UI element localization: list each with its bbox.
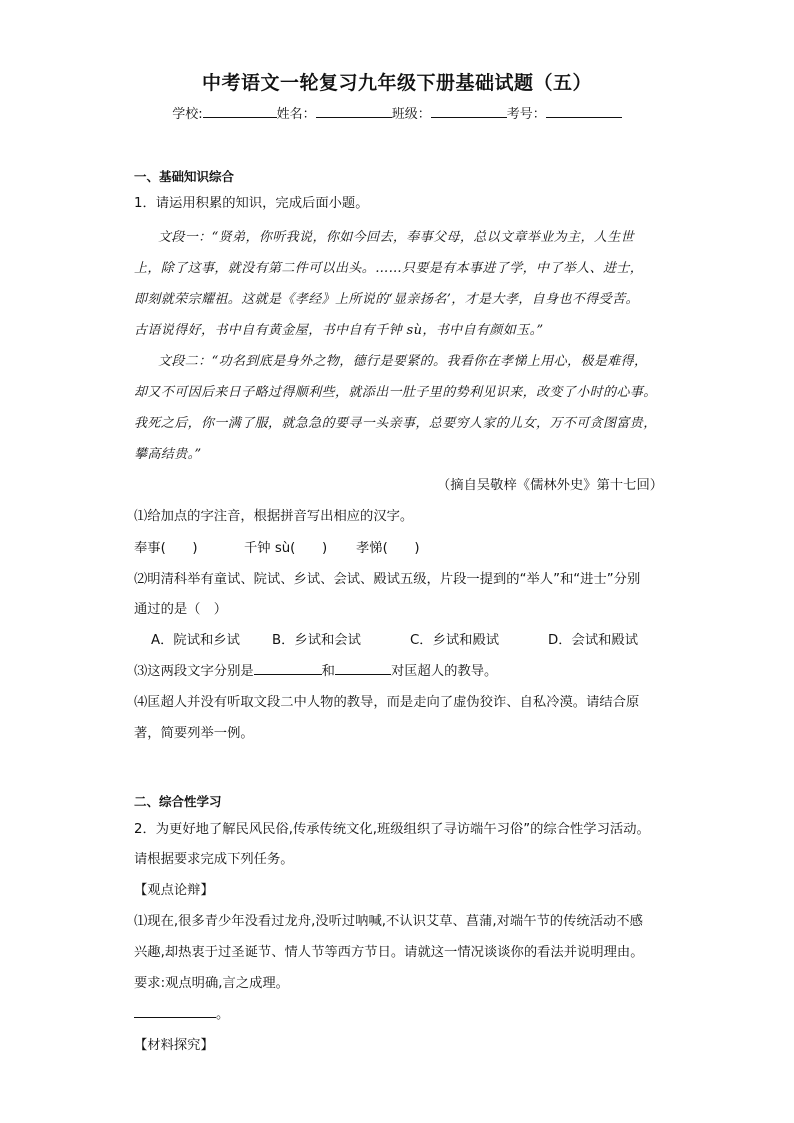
passage1-line: 即刻就荣宗耀祖。这就是《孝经》上所说的‘显亲扬名’，才是大孝，自身也不得受苦。: [134, 292, 639, 307]
passage2-line: 攀高结贵。”: [134, 447, 202, 462]
q1-intro: 1．请运用积累的知识，完成后面小题。: [134, 196, 369, 211]
task1-line3: 要求:观点明确,言之成理。: [134, 976, 289, 991]
task2-title: 【材料探究】: [134, 1038, 214, 1053]
sub1-item-fengshi[interactable]: 奉事( ): [134, 541, 198, 556]
sub1-item-xiaoti[interactable]: 孝悌( ): [356, 541, 420, 556]
passage1-line: 文段一：“贤弟，你听我说，你如今回去，奉事父母，总以文章举业为主，人生世: [158, 230, 635, 245]
task1-title: 【观点论辩】: [134, 883, 214, 898]
sub2-question-line2: 通过的是（ ）: [134, 602, 228, 617]
passage-source: （摘自吴敬梓《儒林外史》第十七回）: [437, 478, 664, 493]
q2-line2: 请根据要求完成下列任务。: [134, 852, 294, 867]
section1-heading: 一、基础知识综合: [134, 169, 235, 184]
sub2-option-d[interactable]: D．会试和殿试: [548, 633, 639, 648]
sub2-option-c[interactable]: C．乡试和殿试: [410, 633, 500, 648]
student-info-row: [0, 103, 794, 122]
school-field[interactable]: [203, 105, 277, 118]
school-label: 学校:: [172, 107, 203, 122]
sub4-question-line2: 著，简要列举一例。: [134, 726, 254, 741]
class-field[interactable]: [431, 105, 507, 118]
sub3-mid: 和: [321, 664, 335, 679]
sub3-suffix: 对匡超人的教导。: [390, 664, 498, 679]
passage1-line: 古语说得好，书中自有黄金屋，书中自有千钟 sù，书中自有颜如玉。”: [134, 323, 544, 338]
sub2-question-line1: ⑵明清科举有童试、院试、乡试、会试、殿试五级，片段一提到的“举人”和“进士”分别: [134, 572, 641, 587]
exam-no-field[interactable]: [546, 105, 622, 118]
task1-line2: 兴趣,却热衷于过圣诞节、情人节等西方节日。请就这一情况谈谈你的看法并说明理由。: [134, 945, 644, 960]
passage1-line: 上，除了这事，就没有第二件可以出头。……只要是有本事进了学，中了举人、进士，: [134, 261, 644, 276]
passage2-line: 却又不可因后来日子略过得顺利些，就添出一肚子里的势利见识来，改变了小时的心事。: [134, 385, 657, 400]
task1-line1: ⑴现在,很多青少年没看过龙舟,没听过呐喊,不认识艾草、菖蒲,对端午节的传统活动不感: [134, 914, 643, 929]
sub3-blank-1[interactable]: [254, 662, 322, 675]
sub3-prefix: ⑶这两段文字分别是: [134, 664, 254, 679]
exam-no-label: 考号：: [506, 107, 546, 122]
sub1-question: ⑴给加点的字注音，根据拼音写出相应的汉字。: [134, 509, 414, 524]
sub1-item-qianzhong[interactable]: 千钟 sù( ): [244, 541, 328, 556]
name-label: 姓名：: [276, 107, 316, 122]
passage2-line: 我死之后，你一满了服，就急急的要寻一头亲事，总要穷人家的儿女，万不可贪图富贵，: [134, 416, 657, 431]
sub4-question-line1: ⑷匡超人并没有听取文段二中人物的教导，而是走向了虚伪狡诈、自私冷漠。请结合原: [134, 695, 640, 710]
page-title: 中考语文一轮复习九年级下册基础试题（五）: [201, 72, 592, 94]
answer-end-mark: 。: [216, 1007, 230, 1022]
class-label: 班级：: [391, 107, 431, 122]
passage2-line: 文段二：“功名到底是身外之物，德行是要紧的。我看你在孝悌上用心，极是难得，: [158, 354, 648, 369]
sub2-option-a[interactable]: A．院试和乡试: [151, 633, 240, 648]
task1-answer: [134, 1003, 229, 1022]
sub3-question: [134, 660, 497, 679]
sub3-blank-2[interactable]: [335, 662, 391, 675]
task1-answer-blank[interactable]: [134, 1005, 216, 1018]
sub2-option-b[interactable]: B．乡试和会试: [272, 633, 361, 648]
section2-heading: 二、综合性学习: [134, 794, 222, 809]
name-field[interactable]: [316, 105, 392, 118]
q2-line1: 2．为更好地了解民风民俗,传承传统文化,班级组织了寻访端午习俗”的综合性学习活动。: [134, 822, 650, 837]
